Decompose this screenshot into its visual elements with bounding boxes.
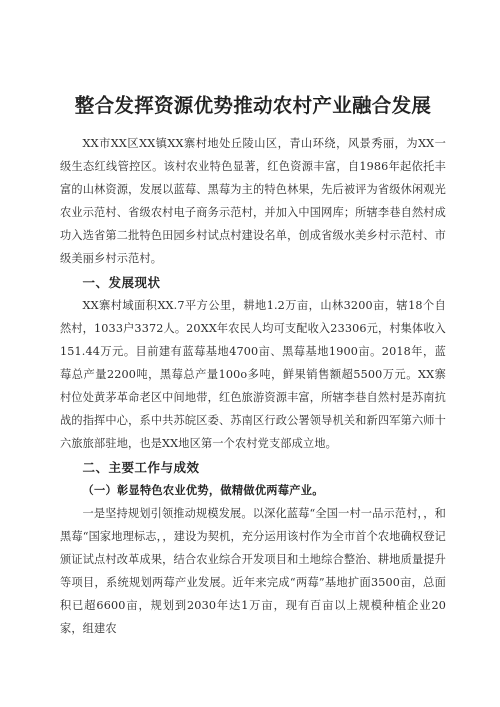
status-paragraph: XX寨村域面积XX.7平方公里，耕地1.2万亩，山林3200亩，辖18个自然村，1033户3372人。20XX年农民人均可支配收入23306元，村集体收入151.44万元。目前建有蓝莓基地4700亩、黑莓基地1900亩。2018年，蓝莓总产量2200吨，黑莓总产量100o多吨，鲜果销售额超5500万元。XX寨村位处黄茅革命老区中间地带，红色旅游资源丰富，所辖李巷自然村是苏南抗战的指挥中心，系中共苏皖区委、苏南区行政公署领导机关和新四军第六师十六旅旅部驻地，也是XX地区第一个农村党支部成立地。	[60, 299, 447, 450]
section-heading-main-work: 二、主要工作与成效	[82, 460, 200, 475]
subsection-heading-agriculture: （一）彰显特色农业优势，做精做优两莓产业。	[82, 483, 324, 497]
document-title: 整合发挥资源优势推动农村产业融合发展	[74, 94, 432, 117]
planning-paragraph: 一是坚持规划引领推动规模发展。以深化蓝莓“全国一村一品示范村，，和黑莓“国家地理标志，，建设为契机，充分运用该村作为全市首个农地确权登记颁证试点村改革成果，结合农业综合开发项目和土地综合整治、耕地质量提升等项目，系统规划两莓产业发展。近年来完成“两莓”基地扩面3500亩，总面积已超6600亩，规划到2030年达1万亩，现有百亩以上规模种植企业20家，组建农	[60, 507, 446, 635]
intro-paragraph: XX市XX区XX镇XX寨村地处丘陵山区，青山环绕，风景秀丽，为XX一级生态红线管控区。该村农业特色显著，红色资源丰富，自1986年起依托丰富的山林资源，发展以蓝莓、黑莓为主的特色林果，先后被评为省级休闲观光农业示范村、省级农村电子商务示范村，并加入中国网库；所辖李巷自然村成功入选省第二批特色田园乡村试点村建设名单，创成省级水美乡村示范村、市级美丽乡村示范村。	[60, 137, 446, 265]
section-heading-current-status: 一、发展现状	[82, 275, 161, 290]
